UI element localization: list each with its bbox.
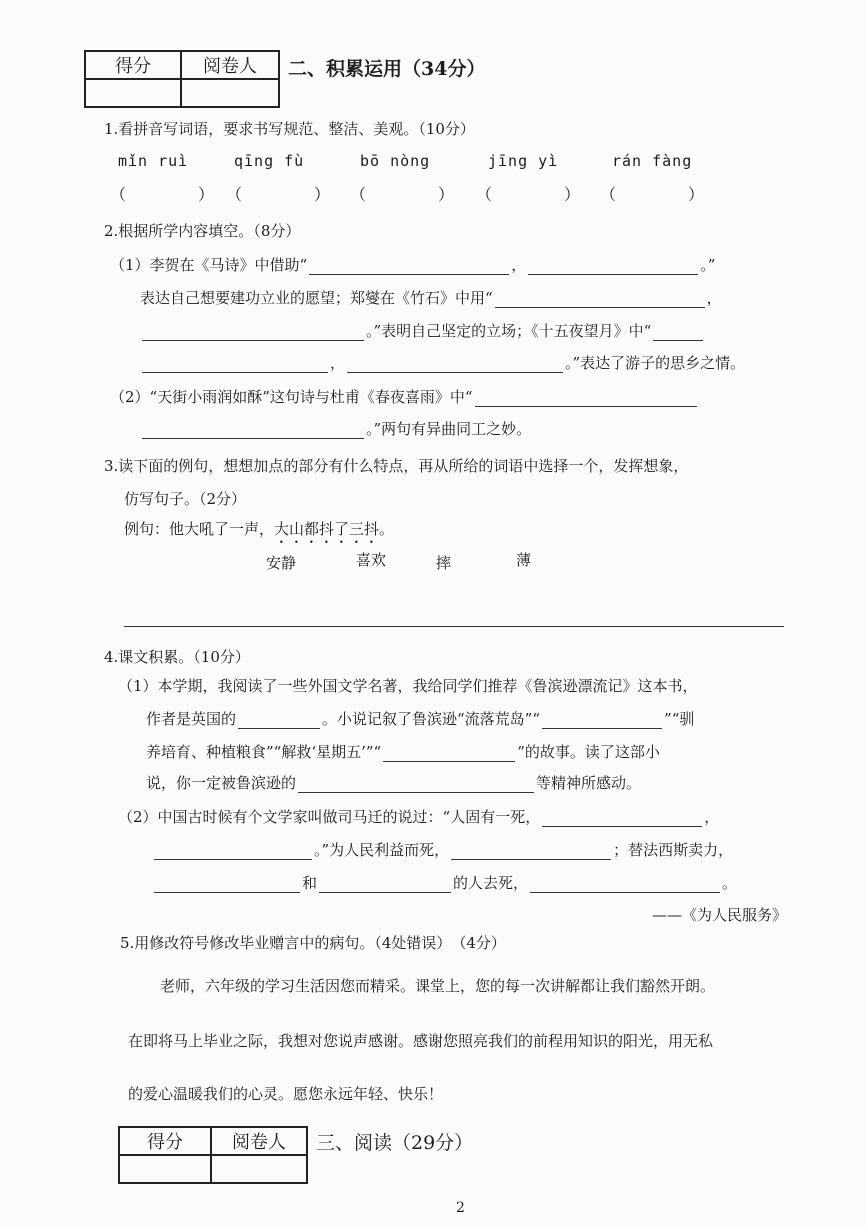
q4-p1-line-1: （1）本学期，我阅读了一些外国文学名著，我给同学们推荐《鲁滨逊漂流记》这本书， <box>118 677 698 695</box>
q5-passage-line-3: 的爱心温暖我们的心灵。愿您永远年轻、快乐！ <box>128 1085 444 1103</box>
page-number: 2 <box>456 1200 465 1216</box>
fill-blank[interactable] <box>298 791 534 793</box>
grader-cell[interactable] <box>211 1155 307 1183</box>
word-option-2: 喜欢 <box>356 551 387 569</box>
word-option-1: 安静 <box>266 554 297 572</box>
question-1-title: 1.看拼音写词语，要求书写规范、整洁、美观。（10分） <box>104 120 475 138</box>
punct: 。 <box>722 874 738 892</box>
fill-blank[interactable] <box>653 339 703 341</box>
punct: 。” <box>700 256 716 274</box>
q2-line1-text: （1）李贺在《马诗》中借助“ <box>110 256 308 274</box>
q2-line-6 <box>140 418 531 439</box>
question-2-title: 2.根据所学内容填空。（8分） <box>104 222 301 240</box>
score-label: 得分 <box>119 1127 211 1155</box>
q4-text: 说，你一定被鲁滨逊的 <box>146 774 297 792</box>
fill-blank[interactable] <box>542 727 662 729</box>
q4-text: 养培育、种植粮食”“解救‘星期五’”“ <box>146 743 382 761</box>
q2-line2-text: 表达自己想要建功立业的愿望；郑燮在《竹石》中用“ <box>140 289 493 307</box>
answer-box-4[interactable]: （ ） <box>476 185 581 204</box>
pinyin-4: jīng yì <box>488 152 559 170</box>
section-title: 三、阅读（29分） <box>316 1132 474 1154</box>
fill-blank[interactable] <box>451 858 611 860</box>
section-title: 二、积累运用（34分） <box>288 58 486 80</box>
q4-text: 等精神所感动。 <box>536 774 642 792</box>
q4-text: ；替法西斯卖力， <box>613 841 734 859</box>
score-label: 得分 <box>85 51 181 79</box>
answer-box-2[interactable]: （ ） <box>226 185 331 204</box>
q4-text: 的人去死， <box>453 874 529 892</box>
fill-blank[interactable] <box>142 339 364 341</box>
pinyin-3: bō nòng <box>360 152 431 170</box>
punct: 。 <box>379 520 395 538</box>
grader-label: 阅卷人 <box>211 1127 307 1155</box>
fill-blank[interactable] <box>383 760 515 762</box>
fill-blank[interactable] <box>142 437 364 439</box>
fill-blank[interactable] <box>530 891 720 893</box>
q4-p2-line-1 <box>118 806 719 827</box>
source-citation: ——《为人民服务》 <box>652 906 788 924</box>
fill-blank[interactable] <box>542 825 702 827</box>
q5-passage-line-1: 老师，六年级的学习生活因您而精采。课堂上，您的每一次讲解都让我们豁然开朗。 <box>160 977 716 995</box>
q2-line-3 <box>140 320 705 341</box>
fill-blank[interactable] <box>347 371 563 373</box>
q4-text: 。小说记叙了鲁滨逊“流落荒岛”“ <box>322 710 541 728</box>
grader-label: 阅卷人 <box>181 51 279 79</box>
example-dotted-part: 大山都抖了三抖 <box>274 520 380 538</box>
question-3-title: 3.读下面的例句，想想加点的部分有什么特点，再从所给的词语中选择一个，发挥想象， <box>104 457 689 475</box>
fill-blank[interactable] <box>154 858 312 860</box>
fill-blank[interactable] <box>319 891 451 893</box>
fill-blank[interactable] <box>309 273 509 275</box>
answer-line[interactable] <box>124 626 784 627</box>
q4-text: 和 <box>302 874 318 892</box>
question-4-title: 4.课文积累。（10分） <box>104 648 250 666</box>
score-cell[interactable] <box>119 1155 211 1183</box>
q4-text: ”的故事。读了这部小 <box>517 743 660 761</box>
q2-line-1 <box>110 254 715 275</box>
q4-text: （2）中国古时候有个文学家叫做司马迁的说过：“人固有一死， <box>118 808 541 826</box>
q4-text: 作者是英国的 <box>146 710 237 728</box>
example-sentence <box>124 518 394 547</box>
fill-blank[interactable] <box>238 727 320 729</box>
score-cell[interactable] <box>85 79 181 107</box>
q4-text: ”“驯 <box>664 710 695 728</box>
q2-line-2 <box>140 287 722 308</box>
punct: ， <box>706 289 722 307</box>
q4-p2-line-2 <box>152 839 733 860</box>
q2-line6-text: 。”两句有异曲同工之妙。 <box>366 420 532 438</box>
answer-box-1[interactable]: （ ） <box>110 185 215 204</box>
punct: ， <box>330 354 346 372</box>
q2-line4-text: 。”表达了游子的思乡之情。 <box>565 354 746 372</box>
q5-passage-line-2: 在即将马上毕业之际，我想对您说声感谢。感谢您照亮我们的前程用知识的阳光，用无私 <box>128 1032 714 1050</box>
q4-p1-line-2 <box>146 708 694 729</box>
pinyin-5: rán fàng <box>612 152 693 170</box>
word-option-4: 薄 <box>516 551 532 569</box>
score-box <box>118 1126 308 1184</box>
pinyin-1: mǐn ruì <box>118 152 189 170</box>
q2-line-5 <box>110 386 699 407</box>
q2-line3-text: 。”表明自己坚定的立场；《十五夜望月》中“ <box>366 322 652 340</box>
question-3-title-2: 仿写句子。（2分） <box>124 490 247 508</box>
fill-blank[interactable] <box>142 371 328 373</box>
q2-line-4 <box>140 352 745 373</box>
example-prefix: 例句：他大吼了一声， <box>124 520 275 538</box>
q4-p1-line-4 <box>146 772 641 793</box>
q4-p2-line-3 <box>152 872 737 893</box>
pinyin-2: qīng fù <box>234 152 305 170</box>
fill-blank[interactable] <box>154 891 300 893</box>
q4-p1-line-3 <box>146 741 660 762</box>
fill-blank[interactable] <box>475 405 697 407</box>
answer-box-5[interactable]: （ ） <box>600 185 705 204</box>
word-option-3: 摔 <box>436 554 452 572</box>
punct: ， <box>511 256 527 274</box>
fill-blank[interactable] <box>528 273 698 275</box>
q2-line5-text: （2）“天街小雨润如酥”这句诗与杜甫《春夜喜雨》中“ <box>110 388 473 406</box>
question-5-title: 5.用修改符号修改毕业赠言中的病句。（4处错误） （4分） <box>120 934 506 952</box>
score-box <box>84 50 280 108</box>
q4-text: 。”为人民利益而死， <box>314 841 450 859</box>
fill-blank[interactable] <box>495 306 705 308</box>
punct: ， <box>704 808 720 826</box>
answer-box-3[interactable]: （ ） <box>350 185 455 204</box>
grader-cell[interactable] <box>181 79 279 107</box>
